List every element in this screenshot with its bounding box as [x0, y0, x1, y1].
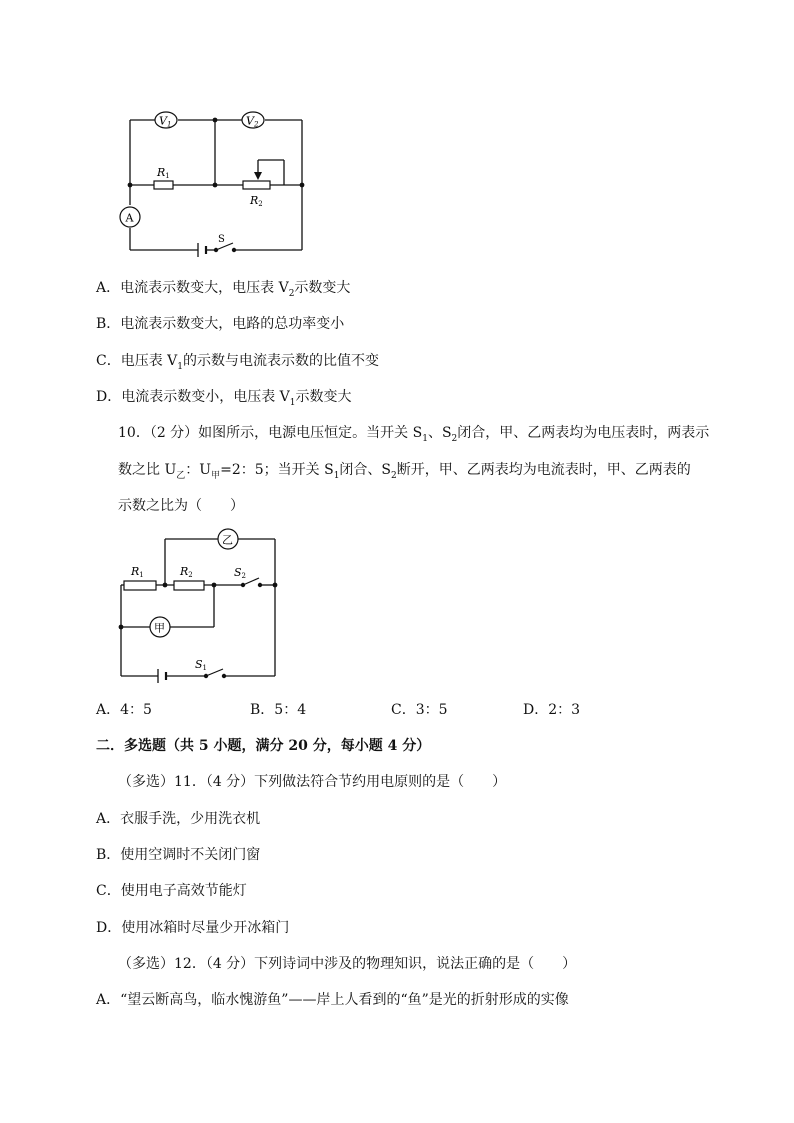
v2-sub: 2 — [253, 120, 259, 129]
option-sub: 1 — [289, 397, 296, 408]
q10-sub: 1 — [422, 433, 428, 444]
option-text: “望云断高鸟，临水愧游鱼”——岸上人看到的“鱼”是光的折射形成的实像 — [120, 992, 569, 1008]
slider-arrow-icon — [254, 172, 262, 180]
q10-text: ：U — [185, 462, 212, 478]
q12-option-a — [96, 991, 569, 1009]
switch-s1-icon — [204, 669, 225, 678]
r2-letter: R — [180, 565, 189, 578]
option-text-tail: 示数变大 — [295, 389, 352, 405]
q10-circuit-diagram — [110, 524, 290, 689]
q10-sub: 乙 — [176, 470, 186, 481]
svg-text:S1 — [195, 658, 207, 672]
option-text: 使用冰箱时尽量少开冰箱门 — [121, 920, 290, 936]
option-letter: B． — [96, 847, 121, 863]
option-text-tail: 的示数与电流表示数的比值不变 — [183, 353, 380, 369]
rheostat-r2-icon — [243, 181, 270, 189]
switch-s-label: S — [218, 234, 225, 245]
option-letter: A． — [96, 702, 121, 718]
q10-sub: 2 — [391, 470, 397, 481]
option-sub: 2 — [288, 288, 295, 299]
q11-option-b — [96, 846, 260, 864]
q10-stem-line3: 示数之比为（ ） — [118, 498, 244, 514]
option-text: 电流表示数变小，电压表 V — [121, 389, 290, 405]
s1-sub: 1 — [202, 664, 208, 672]
q11-option-d — [96, 919, 289, 937]
option-text: 衣服手洗，少用洗衣机 — [120, 811, 261, 827]
option-text: 使用电子高效节能灯 — [120, 883, 247, 899]
option-letter: C． — [391, 702, 416, 718]
option-text: 2：3 — [548, 702, 581, 718]
option-letter: B． — [250, 702, 275, 718]
option-sub: 1 — [177, 361, 184, 372]
q12-stem: （多选）12．（4 分）下列诗词中涉及的物理知识，说法正确的是（ ） — [118, 956, 577, 972]
q10-sub: 2 — [451, 433, 458, 444]
r2-sub: 2 — [188, 571, 193, 579]
v1-sub: 1 — [166, 120, 172, 129]
option-text: 3：5 — [415, 702, 448, 718]
q10-text: 闭合、S — [339, 462, 392, 478]
r1-letter: R — [131, 565, 140, 578]
option-letter: A． — [96, 992, 121, 1008]
option-text: 电压表 V — [120, 353, 178, 369]
q10-stem-line2 — [118, 461, 691, 485]
option-letter: B． — [96, 316, 121, 332]
q10-text: 数之比 U — [118, 462, 177, 478]
option-text: 使用空调时不关闭门窗 — [120, 847, 261, 863]
s1-letter: S — [195, 658, 203, 671]
q10-text: 、S — [427, 425, 452, 441]
option-letter: C． — [96, 353, 121, 369]
q10-option-d — [523, 701, 580, 719]
q11-option-c — [96, 882, 247, 900]
q10-option-a — [96, 701, 152, 719]
svg-text:S2 — [234, 566, 246, 580]
q10-sub: 1 — [333, 470, 340, 481]
r2-letter: R — [250, 194, 259, 207]
q10-text: 10．（2 分）如图所示，电源电压恒定。当开关 S — [118, 425, 423, 441]
q9-option-c — [96, 352, 379, 376]
option-letter: A． — [96, 280, 121, 296]
q9-option-d — [96, 388, 352, 412]
q9-circuit-diagram — [110, 100, 320, 270]
q10-option-c — [391, 701, 448, 719]
resistor-r1-icon — [154, 181, 173, 189]
option-text: 电流表示数变大，电路的总功率变小 — [120, 316, 345, 332]
resistor-r2-icon — [174, 581, 204, 590]
r2-sub: 2 — [258, 200, 263, 208]
q11-option-a — [96, 810, 260, 828]
option-letter: A． — [96, 811, 121, 827]
v2-letter: V — [246, 114, 254, 128]
battery-icon — [158, 669, 166, 683]
s2-sub: 2 — [241, 572, 247, 580]
section-heading: 二．多选题（共 5 小题，满分 20 分，每小题 4 分） — [96, 738, 431, 754]
q10-text: =2：5；当开关 S — [220, 462, 334, 478]
q10-text: 断开，甲、乙两表均为电流表时，甲、乙两表的 — [396, 462, 691, 478]
option-text: 电流表示数变大，电压表 V — [120, 280, 289, 296]
resistor-r1-icon — [124, 581, 156, 590]
s2-letter: S — [234, 566, 242, 579]
q10-sub: 甲 — [211, 470, 221, 481]
q9-option-a — [96, 279, 350, 303]
option-letter: D． — [523, 702, 549, 718]
r1-sub: 1 — [139, 571, 144, 579]
q10-option-b — [250, 701, 306, 719]
option-letter: C． — [96, 883, 121, 899]
q10-stem-line1 — [118, 424, 709, 448]
battery-icon — [198, 243, 206, 257]
q11-stem: （多选）11．（4 分）下列做法符合节约用电原则的是（ ） — [118, 774, 507, 790]
q10-text: 闭合，甲、乙两表均为电压表时，两表示 — [457, 425, 710, 441]
svg-text:R1 — [130, 565, 144, 579]
option-text: 4：5 — [120, 702, 152, 718]
r1-letter: R — [157, 166, 166, 179]
svg-text:R2 — [179, 565, 193, 579]
ammeter-letter: A — [125, 211, 134, 225]
v1-letter: V — [159, 114, 167, 128]
r1-sub: 1 — [165, 172, 170, 180]
option-letter: D． — [96, 920, 122, 936]
option-text-tail: 示数变大 — [294, 280, 351, 296]
svg-text:R2 — [249, 194, 263, 208]
q9-option-b — [96, 315, 344, 333]
option-text: 5：4 — [274, 702, 307, 718]
meter-yi-label: 乙 — [222, 533, 233, 547]
option-letter: D． — [96, 389, 122, 405]
svg-text:R1 — [156, 166, 170, 180]
meter-jia-label: 甲 — [154, 621, 165, 635]
